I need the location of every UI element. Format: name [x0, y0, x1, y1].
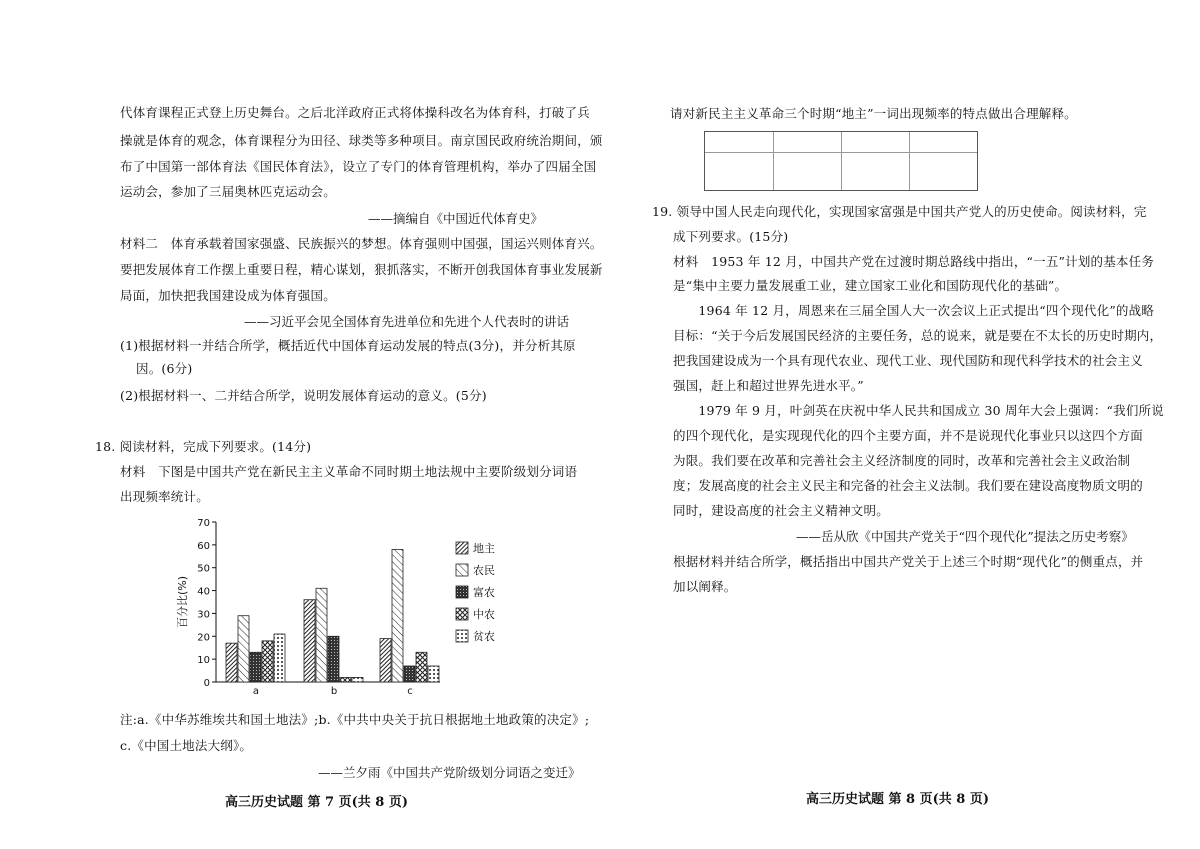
material-line: 1964 年 12 月，周恩来在三届全国人大一次会议上正式提出“四个现代化”的战略: [673, 303, 1155, 318]
y-tick-label: 60: [197, 540, 210, 552]
y-tick-label: 40: [197, 586, 210, 598]
bar-b-中农: [340, 677, 351, 682]
x-tick-label: a: [252, 686, 260, 697]
y-tick-label: 0: [203, 678, 210, 689]
legend-swatch: [456, 630, 468, 642]
legend-label: 贫农: [473, 630, 495, 643]
bar-a-富农: [250, 652, 261, 682]
task-text: 根据材料并结合所学，概括指出中国共产党关于上述三个时期“现代化”的侧重点，并: [673, 554, 1144, 569]
bar-c-中农: [416, 652, 427, 682]
legend-label: 地主: [473, 542, 495, 555]
legend-swatch: [456, 564, 468, 576]
material-line: 强国，赶上和超过世界先进水平。”: [673, 378, 864, 393]
bar-c-地主: [380, 639, 391, 682]
text-line: 代体育课程正式登上历史舞台。之后北洋政府正式将体操科改名为体育科，打破了兵: [120, 105, 590, 120]
page-footer: 高三历史试题 第 8 页(共 8 页): [806, 792, 990, 807]
y-tick-label: 10: [197, 655, 210, 667]
bar-c-贫农: [428, 666, 439, 682]
page-footer: 高三历史试题 第 7 页(共 8 页): [225, 795, 409, 810]
bar-c-农民: [392, 549, 403, 682]
bar-c-富农: [404, 666, 415, 682]
material-line: 材料 1953 年 12 月，中国共产党在过渡时期总路线中指出，“一五”计划的基本任务: [673, 254, 1155, 269]
bar-b-地主: [304, 600, 315, 682]
q18-material-cont: 出现频率统计。: [120, 489, 209, 504]
text-line: 运动会，参加了三届奥林匹克运动会。: [120, 184, 336, 199]
material-2-line: 要把发展体育工作摆上重要日程，精心谋划，狠抓落实，不断开创我国体育事业发展新: [120, 262, 603, 277]
task-text-cont: 加以阐释。: [673, 579, 737, 594]
text-line: 操就是体育的观念，体育课程分为田径、球类等多种项目。南京国民政府统治期间，颁: [120, 133, 603, 148]
question-19-title: 19. 领导中国人民走向现代化，实现国家富强是中国共产党人的历史使命。阅读材料，完: [652, 204, 1147, 219]
y-axis-label: 百分比(%): [176, 575, 189, 629]
question-18-title: 18. 阅读材料，完成下列要求。(14分): [95, 439, 312, 454]
y-tick-label: 50: [197, 563, 210, 575]
material-2-line: 材料二 体育承载着国家强盛、民族振兴的梦想。体育强则中国强，国运兴则体育兴。: [120, 236, 603, 251]
answer-box[interactable]: [704, 131, 978, 191]
legend-label: 中农: [473, 608, 495, 621]
q18-material: 材料 下图是中国共产党在新民主主义革命不同时期土地法规中主要阶级划分词语: [120, 464, 578, 479]
material-line: 把我国建设成为一个具有现代农业、现代工业、现代国防和现代科学技术的社会主义: [673, 353, 1143, 368]
x-tick-label: b: [330, 686, 338, 697]
material-2-line: 局面，加快把我国建设成为体育强国。: [120, 288, 336, 303]
x-tick-label: c: [407, 686, 413, 697]
legend-swatch: [456, 586, 468, 598]
chart-note-cont: c.《中国土地法大纲》。: [120, 738, 253, 753]
y-tick-label: 30: [197, 609, 210, 621]
material-line: 1979 年 9 月，叶剑英在庆祝中华人民共和国成立 30 周年大会上强调：“我们所说: [673, 403, 1164, 418]
bar-a-贫农: [274, 634, 285, 682]
y-tick-label: 20: [197, 632, 210, 644]
source-citation: ——兰夕雨《中国共产党阶级划分词语之变迁》: [318, 765, 581, 780]
source-citation: ——摘编自《中国近代体育史》: [368, 211, 544, 226]
question-1: (1)根据材料一并结合所学，概括近代中国体育运动发展的特点(3分)，并分析其原: [120, 338, 576, 353]
source-citation: ——岳从欣《中国共产党关于“四个现代化”提法之历史考察》: [796, 529, 1134, 544]
y-tick-label: 70: [197, 518, 210, 529]
chart-note: 注:a.《中华苏维埃共和国土地法》;b.《中共中央关于抗日根据地土地政策的决定》;: [120, 712, 590, 727]
legend-label: 农民: [473, 564, 495, 577]
bar-a-农民: [238, 616, 249, 682]
question-19-cont: 成下列要求。(15分): [673, 229, 789, 244]
bar-b-农民: [316, 588, 327, 682]
legend-swatch: [456, 542, 468, 554]
right-page: [600, 0, 1200, 849]
material-line: 度；发展高度的社会主义民主和完备的社会主义法制。我们要在建设高度物质文明的: [673, 478, 1143, 493]
bar-b-贫农: [352, 677, 363, 682]
material-line: 的四个现代化，是实现现代化的四个主要方面，并不是说现代化事业只以这四个方面: [673, 428, 1143, 443]
legend-swatch: [456, 608, 468, 620]
bar-b-富农: [328, 636, 339, 682]
bar-a-地主: [226, 643, 237, 682]
question-2: (2)根据材料一、二并结合所学，说明发展体育运动的意义。(5分): [120, 388, 487, 403]
material-line: 为限。我们要在改革和完善社会主义经济制度的同时，改革和完善社会主义政治制: [673, 453, 1131, 468]
material-line: 目标：“关于今后发展国民经济的主要任务，总的说来，就是要在不太长的历史时期内，: [673, 328, 1163, 343]
question-text: 请对新民主主义革命三个时期“地主”一词出现频率的特点做出合理解释。: [670, 106, 1077, 121]
legend-label: 富农: [473, 586, 495, 599]
text-line: 布了中国第一部体育法《国民体育法》，设立了专门的体育管理机构，举办了四届全国: [120, 159, 597, 174]
question-1-cont: 因。(6分): [136, 361, 193, 376]
material-line: 是“集中主要力量发展重工业，建立国家工业化和国防现代化的基础”。: [673, 278, 1068, 293]
material-line: 同时，建设高度的社会主义精神文明。: [673, 503, 889, 518]
source-citation: ——习近平会见全国体育先进单位和先进个人代表时的讲话: [244, 314, 570, 329]
bar-a-中农: [262, 641, 273, 682]
